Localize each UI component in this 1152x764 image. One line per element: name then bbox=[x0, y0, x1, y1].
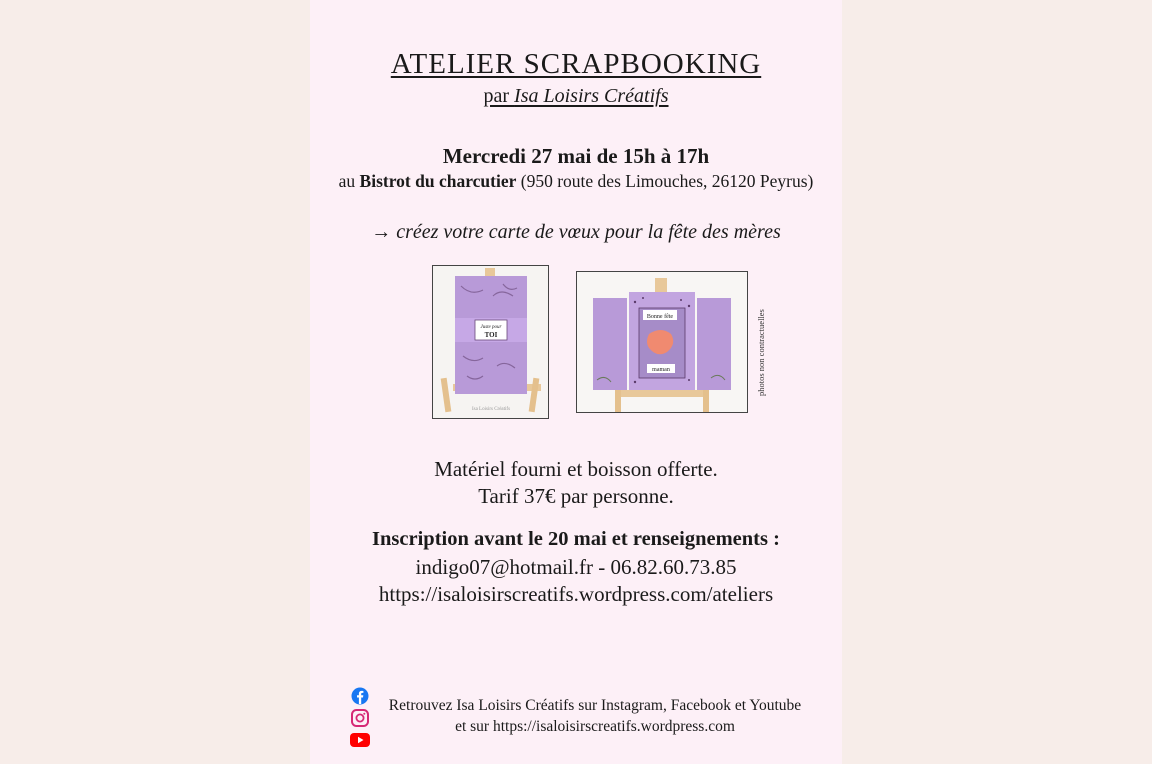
footer-line-1: Retrouvez Isa Loisirs Créatifs sur Instagram, Facebook et Youtube bbox=[388, 697, 802, 714]
registration-contact: indigo07@hotmail.fr - 06.82.60.73.85 bbox=[415, 555, 737, 579]
footer-line-2: et sur https://isaloisirscreatifs.wordpress.com bbox=[455, 718, 735, 735]
card-photo-left bbox=[432, 265, 549, 419]
youtube-icon bbox=[350, 731, 370, 749]
registration-url: https://isaloisirscreatifs.wordpress.com/ateliers bbox=[378, 582, 774, 606]
event-date: Mercredi 27 mai de 15h à 17h bbox=[442, 144, 710, 168]
flyer-subtitle: par Isa Loisirs Créatifs bbox=[483, 85, 669, 107]
svg-text:maman: maman bbox=[652, 367, 670, 373]
facebook-icon bbox=[350, 687, 370, 705]
svg-text:Juste pour: Juste pour bbox=[480, 325, 502, 330]
card-photo-right bbox=[576, 271, 748, 413]
info-price: Tarif 37€ par personne. bbox=[478, 484, 674, 508]
registration-heading: Inscription avant le 20 mai et renseignements : bbox=[372, 528, 780, 550]
info-materials: Matériel fourni et boisson offerte. bbox=[434, 457, 718, 481]
invite-text: → créez votre carte de vœux pour la fête des mères bbox=[371, 221, 781, 243]
photo-disclaimer: photos non contractuelles bbox=[756, 309, 766, 396]
svg-text:TOI: TOI bbox=[484, 331, 498, 339]
flyer-page bbox=[310, 0, 842, 764]
flyer-title: ATELIER SCRAPBOOKING bbox=[390, 48, 762, 80]
svg-text:Bonne fête: Bonne fête bbox=[646, 314, 674, 320]
instagram-icon bbox=[350, 709, 370, 727]
event-venue: au Bistrot du charcutier (950 route des Limouches, 26120 Peyrus) bbox=[338, 171, 814, 191]
svg-text:Isa Loisirs Créatifs: Isa Loisirs Créatifs bbox=[471, 407, 511, 412]
